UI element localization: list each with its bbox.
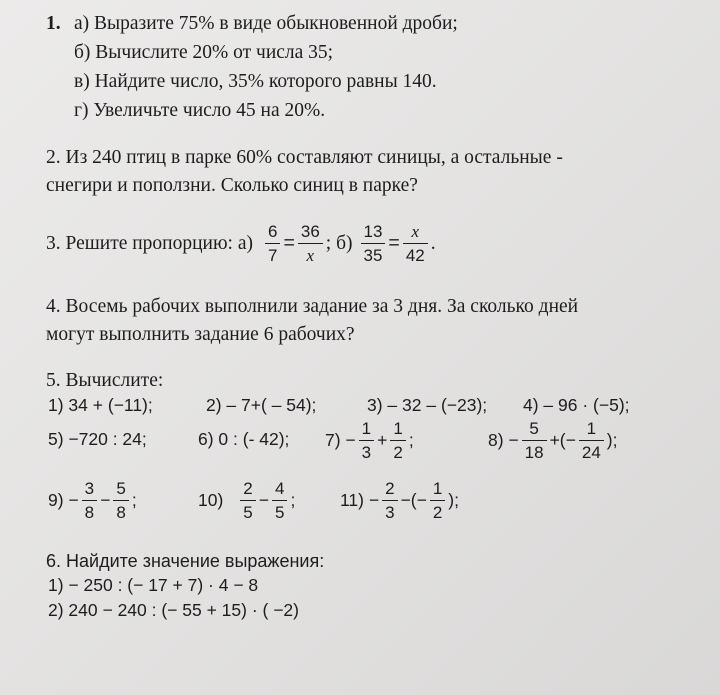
- task1-item-d: г) Увеличьте число 45 на 20%.: [74, 100, 326, 121]
- equals-sign: =: [388, 232, 400, 255]
- task5-item-4: 4) – 96 · (−5);: [523, 395, 630, 415]
- fraction: [522, 420, 547, 462]
- task5-item-2: 2) – 7+( – 54);: [206, 395, 317, 415]
- fraction-numerator: 6: [265, 223, 280, 244]
- item-end: ;: [290, 490, 296, 511]
- item-label: 8) −: [488, 430, 519, 451]
- task5-item-11: [340, 478, 459, 524]
- task3-prefix: 3. Решите пропорцию: а): [46, 233, 253, 255]
- fraction-denominator: 8: [84, 503, 95, 522]
- fraction-denominator: 7: [268, 246, 278, 265]
- item-end: ;: [408, 430, 414, 451]
- fraction-numerator: 3: [82, 480, 97, 501]
- task4-line2: могут выполнить задание 6 рабочих?: [46, 324, 355, 345]
- fraction: [272, 480, 287, 522]
- fraction: [382, 480, 397, 522]
- task5-item-9: [48, 478, 137, 524]
- minus-sign: −: [258, 490, 269, 511]
- fraction-denominator: 42: [405, 246, 425, 265]
- task1-item-b: б) Вычислите 20% от числа 35;: [74, 42, 334, 63]
- task1-item-c: в) Найдите число, 35% которого равны 140.: [74, 71, 437, 92]
- fraction: [430, 480, 445, 522]
- fraction-denominator: 35: [363, 246, 383, 265]
- fraction-denominator: 18: [524, 443, 544, 462]
- item-label: 11) −: [340, 490, 380, 511]
- task1-number: 1.: [46, 13, 61, 34]
- plus-sign: +: [377, 430, 388, 451]
- fraction: [390, 420, 405, 462]
- fraction-denominator: 5: [275, 503, 285, 522]
- item-label: 9) −: [48, 490, 79, 511]
- fraction: [113, 480, 128, 522]
- task3-fraction-4: [403, 223, 428, 265]
- item-end: );: [606, 430, 618, 451]
- item-operator: −(−: [400, 490, 427, 511]
- task5-item-1: 1) 34 + (−11);: [48, 395, 153, 415]
- task5-item-6: 6) 0 : (- 42);: [198, 429, 290, 449]
- minus-sign: −: [100, 490, 111, 511]
- fraction-denominator: 3: [385, 503, 395, 522]
- fraction-numerator: 13: [361, 223, 386, 244]
- fraction-numerator: 5: [522, 420, 547, 441]
- fraction-numerator: 1: [359, 420, 374, 441]
- fraction-denominator: 2: [432, 503, 443, 522]
- item-end: );: [448, 490, 459, 511]
- item-operator: +(−: [549, 430, 576, 451]
- item-label: 7) −: [325, 430, 356, 451]
- task3-separator: ; б): [325, 233, 353, 255]
- task6-title: 6. Найдите значение выражения:: [46, 551, 325, 571]
- fraction: [579, 420, 604, 462]
- fraction-numerator: 1: [390, 420, 405, 441]
- task3-fraction-1: [265, 223, 280, 265]
- task2-line1: 2. Из 240 птиц в парке 60% составляют синицы, а остальные -: [46, 147, 563, 168]
- task3-fraction-2: [298, 223, 323, 265]
- fraction-numerator: 4: [272, 480, 287, 501]
- fraction-numerator: 1: [579, 420, 604, 441]
- task4-line1: 4. Восемь рабочих выполнили задание за 3 дня. За сколько дней: [46, 296, 579, 317]
- task5-item-8: [488, 418, 617, 464]
- fraction-numerator: 2: [382, 480, 397, 501]
- fraction-numerator: 2: [240, 480, 255, 501]
- task5-item-7: [325, 418, 414, 464]
- task3-period: .: [430, 233, 436, 255]
- task5-item-5: 5) −720 : 24;: [48, 429, 147, 449]
- fraction: [359, 420, 374, 462]
- fraction: [240, 480, 255, 522]
- task5-item-10: [198, 478, 295, 524]
- fraction-denominator: 3: [361, 443, 372, 462]
- task5-item-3: 3) – 32 – (−23);: [367, 395, 488, 415]
- fraction-numerator: x: [403, 223, 428, 244]
- fraction-numerator: 36: [298, 223, 323, 244]
- fraction-denominator: x: [306, 246, 315, 265]
- task1-item-a: а) Выразите 75% в виде обыкновенной дроби;: [74, 13, 458, 34]
- fraction-denominator: 2: [393, 443, 403, 462]
- task6-expression-2: 2) 240 − 240 : (− 55 + 15) · ( −2): [48, 600, 299, 620]
- fraction-numerator: 1: [430, 480, 445, 501]
- item-label: 10): [198, 490, 224, 511]
- equals-sign: =: [283, 232, 295, 255]
- fraction-numerator: 5: [113, 480, 128, 501]
- fraction: [82, 480, 97, 522]
- task2-line2: снегири и поползни. Сколько синиц в парке?: [46, 175, 418, 196]
- fraction-denominator: 5: [243, 503, 253, 522]
- fraction-denominator: 8: [116, 503, 126, 522]
- item-end: ;: [131, 490, 137, 511]
- task3-proportion: [46, 219, 436, 269]
- fraction-denominator: 24: [581, 443, 601, 462]
- task5-title: 5. Вычислите:: [46, 370, 164, 391]
- task6-expression-1: 1) − 250 : (− 17 + 7) · 4 − 8: [48, 575, 259, 595]
- task3-fraction-3: [361, 223, 386, 265]
